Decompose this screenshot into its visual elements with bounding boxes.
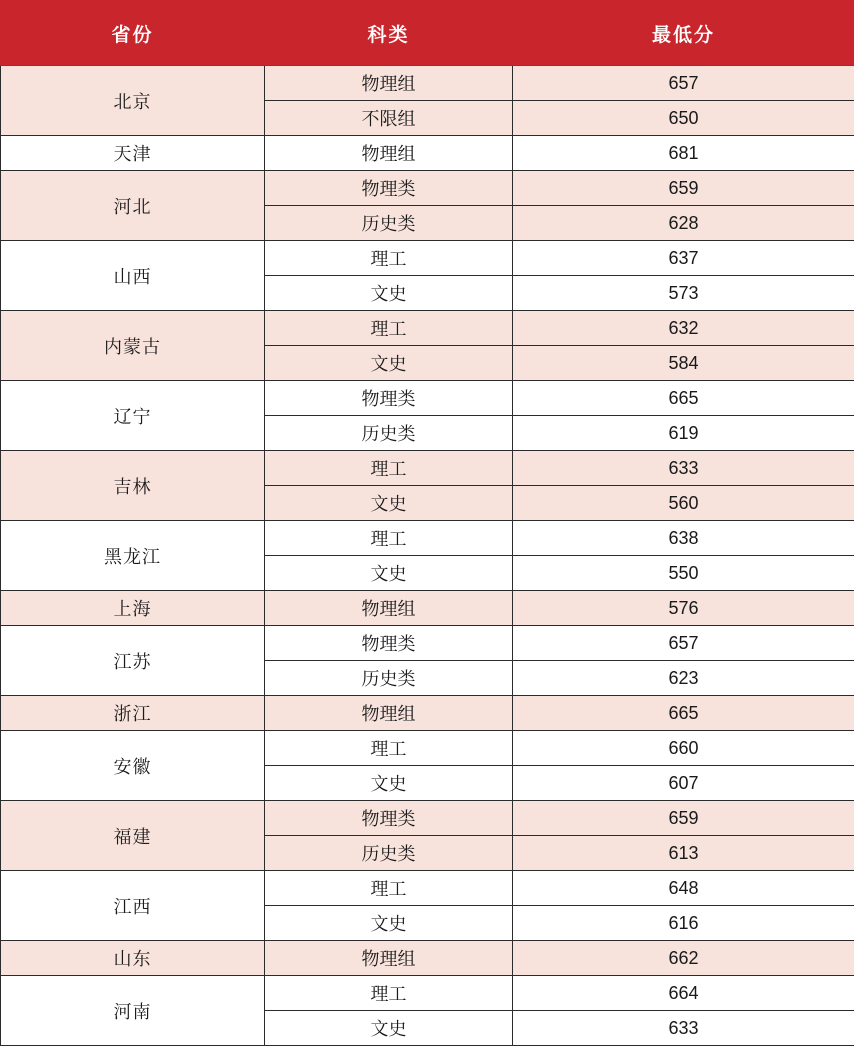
category-cell: 物理类 (265, 381, 513, 416)
score-cell: 550 (513, 556, 854, 591)
category-cell: 理工 (265, 241, 513, 276)
category-cell: 不限组 (265, 101, 513, 136)
category-cell: 文史 (265, 276, 513, 311)
category-cell: 文史 (265, 1011, 513, 1046)
province-cell: 江西 (1, 871, 265, 941)
score-cell: 632 (513, 311, 854, 346)
province-cell: 江苏 (1, 626, 265, 696)
column-header-province: 省份 (1, 1, 265, 66)
score-cell: 665 (513, 381, 854, 416)
table-row (1, 731, 854, 766)
category-cell: 物理组 (265, 591, 513, 626)
score-cell: 657 (513, 626, 854, 661)
table-row (1, 66, 854, 101)
score-cell: 573 (513, 276, 854, 311)
column-header-category: 科类 (265, 1, 513, 66)
table-row (1, 591, 854, 626)
score-cell: 664 (513, 976, 854, 1011)
category-cell: 历史类 (265, 661, 513, 696)
province-cell: 吉林 (1, 451, 265, 521)
category-cell: 理工 (265, 521, 513, 556)
score-cell: 648 (513, 871, 854, 906)
province-cell: 浙江 (1, 696, 265, 731)
province-cell: 辽宁 (1, 381, 265, 451)
score-cell: 681 (513, 136, 854, 171)
category-cell: 物理类 (265, 626, 513, 661)
score-cell: 560 (513, 486, 854, 521)
table-row (1, 801, 854, 836)
score-cell: 665 (513, 696, 854, 731)
score-cell: 607 (513, 766, 854, 801)
score-cell: 623 (513, 661, 854, 696)
score-cell: 637 (513, 241, 854, 276)
province-cell: 天津 (1, 136, 265, 171)
table-row (1, 871, 854, 906)
province-cell: 北京 (1, 66, 265, 136)
table-row (1, 241, 854, 276)
category-cell: 物理类 (265, 171, 513, 206)
score-cell: 619 (513, 416, 854, 451)
category-cell: 历史类 (265, 836, 513, 871)
column-header-score: 最低分 (513, 1, 854, 66)
province-cell: 河南 (1, 976, 265, 1046)
score-cell: 616 (513, 906, 854, 941)
score-cell: 657 (513, 66, 854, 101)
table-row (1, 696, 854, 731)
score-cell: 659 (513, 171, 854, 206)
category-cell: 理工 (265, 731, 513, 766)
category-cell: 理工 (265, 311, 513, 346)
category-cell: 理工 (265, 871, 513, 906)
table-body (1, 66, 854, 1046)
province-cell: 黑龙江 (1, 521, 265, 591)
province-cell: 内蒙古 (1, 311, 265, 381)
score-cell: 633 (513, 1011, 854, 1046)
score-cell: 650 (513, 101, 854, 136)
province-cell: 山西 (1, 241, 265, 311)
category-cell: 历史类 (265, 206, 513, 241)
score-cell: 628 (513, 206, 854, 241)
score-cell: 662 (513, 941, 854, 976)
province-cell: 河北 (1, 171, 265, 241)
category-cell: 物理组 (265, 66, 513, 101)
table-row (1, 311, 854, 346)
table-row (1, 171, 854, 206)
category-cell: 文史 (265, 766, 513, 801)
category-cell: 物理组 (265, 136, 513, 171)
table-row (1, 381, 854, 416)
category-cell: 文史 (265, 556, 513, 591)
province-cell: 福建 (1, 801, 265, 871)
score-cell: 584 (513, 346, 854, 381)
table-row (1, 451, 854, 486)
category-cell: 理工 (265, 976, 513, 1011)
score-cell: 613 (513, 836, 854, 871)
province-cell: 上海 (1, 591, 265, 626)
category-cell: 文史 (265, 486, 513, 521)
table-row (1, 976, 854, 1011)
category-cell: 历史类 (265, 416, 513, 451)
score-cell: 633 (513, 451, 854, 486)
score-cell: 660 (513, 731, 854, 766)
category-cell: 文史 (265, 346, 513, 381)
table-row (1, 941, 854, 976)
table-row (1, 136, 854, 171)
category-cell: 物理类 (265, 801, 513, 836)
score-cell: 638 (513, 521, 854, 556)
score-cell: 576 (513, 591, 854, 626)
table-row (1, 521, 854, 556)
category-cell: 物理组 (265, 941, 513, 976)
category-cell: 理工 (265, 451, 513, 486)
table-row (1, 626, 854, 661)
province-cell: 山东 (1, 941, 265, 976)
table-header (1, 1, 854, 66)
table-header-row (1, 1, 854, 66)
category-cell: 物理组 (265, 696, 513, 731)
score-cell: 659 (513, 801, 854, 836)
province-cell: 安徽 (1, 731, 265, 801)
category-cell: 文史 (265, 906, 513, 941)
